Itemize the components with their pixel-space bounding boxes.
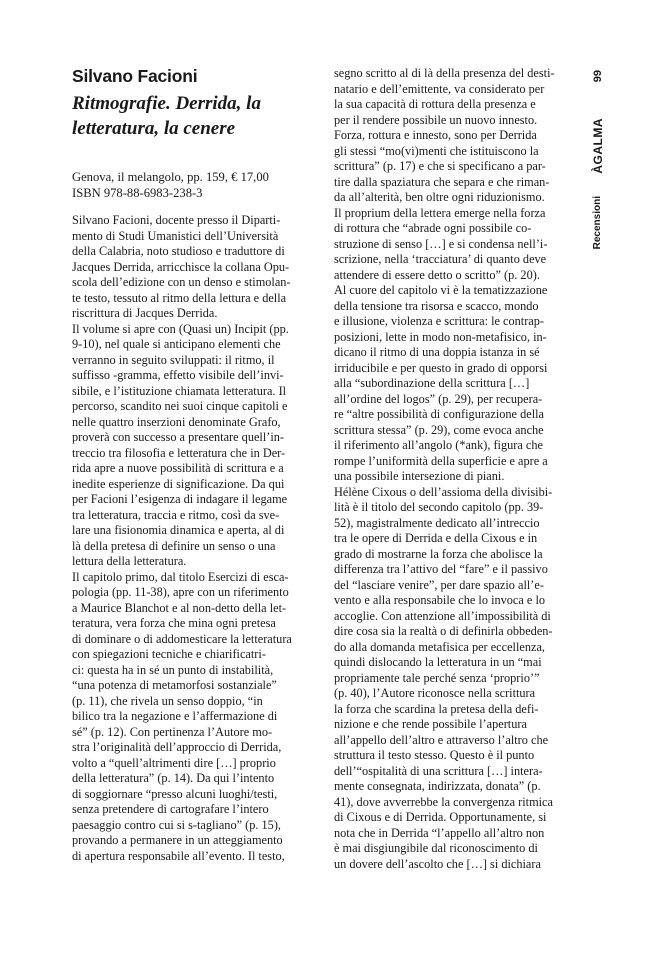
text-line: a Maurice Blanchot e al non-detto della let- (72, 600, 287, 615)
text-line: gli stessi “mo(vi)menti che istituiscono la (334, 143, 539, 158)
text-line: differenza tra l’attivo del “fare” e il passivo (334, 562, 548, 576)
isbn-line: ISBN 978-88-6983-238-3 (72, 186, 203, 200)
text-line: là della pretesa di definire un senso o una (72, 538, 276, 553)
text-line: provando a permanere in un atteggiamento (72, 833, 283, 847)
text-line: tra le opere di Derrida e della Cixous e in (334, 531, 538, 545)
text-line: rompe l’uniformità della superficie e apre a (334, 453, 548, 468)
text-line: lità è il titolo del secondo capitolo (pp. 39- (334, 500, 544, 514)
text-line: pologia (pp. 11-38), apre con un riferimento (72, 585, 289, 599)
text-line: Jacques Derrida, arricchisce la collana Opu- (72, 259, 290, 274)
text-line: do alla domanda metafisica per eccellenza, (334, 639, 545, 654)
running-head-journal: ÀGALMA (591, 118, 605, 174)
text-line: lare una fisionomia dinamica e aperta, al di (72, 523, 285, 537)
text-line: attendere di essere detto o scritto” (p. 20). (334, 267, 540, 282)
publication-info (72, 169, 269, 201)
text-line: nelle quattro inserzioni denominate Grafo, (72, 414, 281, 429)
text-line: di dominare o di addomesticare la letteratura (72, 631, 292, 646)
text-line: Il capitolo primo, dal titolo Esercizi di esca- (72, 569, 289, 584)
review-author: Silvano Facioni (72, 66, 198, 86)
text-line: la sua capacità di rottura della presenza e (334, 97, 536, 111)
text-line: nota che in Derrida “l’appello all’altro non (334, 825, 545, 840)
text-line: lettura della letteratura. (72, 554, 187, 568)
text-line: volto a “quell’altrimenti dire […] proprio (72, 755, 276, 770)
text-line: rida apre a nuove possibilità di scrittura e a (72, 461, 284, 475)
book-title-line: letteratura, la cenere (72, 118, 236, 139)
text-line: la forza che scardina la pretesa della defi- (334, 701, 539, 716)
text-line: “una potenza di metamorfosi sostanziale” (72, 678, 277, 692)
text-line: della letteratura” (p. 14). Da qui l’intento (72, 771, 275, 785)
left-column (72, 213, 320, 864)
text-line: paesaggio contro cui si s-tagliano” (p. 15), (72, 817, 281, 832)
text-line: proverà con successo a presentare quell’in- (72, 430, 285, 444)
text-line: Forza, rottura e innesto, sono per Derrida (334, 128, 537, 142)
text-line: posizioni, lette in modo non-metafisico, in- (334, 329, 547, 344)
text-line: una possibile intersezione di piani. (334, 469, 505, 483)
text-line: tire dalla spaziatura che separa e che riman- (334, 174, 550, 189)
text-line: il riferimento all’angolo (*ank), figura che (334, 438, 543, 452)
text-line: del “lasciare venire”, per dare spazio all’e- (334, 577, 544, 592)
text-line: Al cuore del capitolo vi è la tematizzazione (334, 283, 548, 297)
right-column (334, 66, 582, 872)
publisher-line: Genova, il melangolo, pp. 159, € 17,00 (72, 170, 269, 184)
book-title (72, 91, 322, 141)
text-line: senza pretendere di cartografare l’intero (72, 802, 269, 816)
text-line: suffisso -gramma, effetto visibile dell’invi- (72, 368, 284, 382)
text-line: vento e alla responsabile che lo invoca e lo (334, 593, 546, 607)
text-line: scola dell’edizione con un denso e stimolan- (72, 275, 291, 289)
text-line: mente consegnata, indirizzata, donata” (p. (334, 779, 541, 793)
text-line: mento di Studi Umanistici dell’Università (72, 228, 279, 243)
text-line: di apertura responsabile all’evento. Il testo, (72, 848, 285, 863)
text-line: stra l’originalità dell’approccio di Derrida, (72, 740, 282, 754)
running-head-page-number: 99 (592, 70, 604, 83)
text-line: natario e dell’emittente, va considerato per (334, 81, 545, 96)
text-line: all’ordine del logos” (p. 29), per recupera- (334, 391, 543, 406)
text-line: verranno in seguito sviluppati: il ritmo, il (72, 352, 275, 367)
text-line: Silvano Facioni, docente presso il Diparti- (72, 213, 281, 227)
text-line: nizione e che rende possibile l’apertura (334, 717, 527, 731)
text-line: 9-10), nel quale si anticipano elementi che (72, 337, 281, 351)
text-line: (p. 11), che rivela un senso doppio, “in (72, 693, 263, 708)
text-line: (p. 40), l’Autore riconosce nella scrittura (334, 686, 536, 700)
book-title-line: Ritmografie. Derrida, la (72, 93, 261, 114)
text-line: Il volume si apre con (Quasi un) Incipit (pp. (72, 321, 289, 336)
text-line: scrittura stessa” (p. 29), come evoca anche (334, 422, 544, 437)
text-line: re “altre possibilità di configurazione della (334, 407, 544, 421)
text-line: sibile, e l’istituzione chiamata letteratura. Il (72, 383, 287, 398)
text-line: dire cosa sia la realtà o di definirla obbeden- (334, 624, 553, 638)
text-line: di soggiornare “presso alcuni luoghi/testi, (72, 786, 278, 801)
text-line: alla “subordinazione della scrittura […] (334, 376, 530, 390)
text-line: accoglie. Con attenzione all’impossibilità di (334, 608, 551, 623)
text-line: e illusione, violenza e scrittura: le contrap- (334, 314, 544, 328)
text-line: di Cixous e di Derrida. Opportunamente, si (334, 810, 547, 824)
text-line: tra letteratura, traccia e ritmo, così da sve- (72, 507, 280, 522)
text-line: Hélène Cixous o dell’assioma della divisibi- (334, 484, 553, 499)
text-line: 41), dove avverrebbe la convergenza ritmica (334, 794, 553, 809)
text-line: è mai disgiungibile dal riconoscimento di (334, 841, 538, 855)
text-line: percorso, scandito nei suoi cinque capitoli e (72, 399, 288, 413)
text-line: sé” (p. 12). Con pertinenza l’Autore mo- (72, 724, 273, 739)
text-line: di rottura che “abrade ogni possibile co- (334, 221, 532, 235)
text-line: struzione di senso […] e si condensa nell’i- (334, 236, 548, 251)
text-line: per il rendere possibile un nuovo innesto. (334, 112, 538, 127)
text-line: teratura, vera forza che mina ogni pretesa (72, 616, 276, 630)
text-line: te testo, tessuto al ritmo della lettura e della (72, 290, 287, 305)
text-line: segno scritto al di là della presenza del desti- (334, 66, 555, 80)
text-line: quindi dislocando la letteratura in un “mai (334, 655, 542, 669)
text-line: con spiegazioni tecniche e chiarificatri- (72, 647, 266, 661)
text-line: scrizione, nella ‘tracciatura’ di quanto deve (334, 252, 547, 266)
text-line: dicano il ritmo di una doppia istanza in sé (334, 345, 540, 359)
text-line: dell’“ospitalità di una scrittura […] intera- (334, 763, 543, 778)
text-line: irriducibile e per questo in grado di opporsi (334, 360, 548, 375)
text-line: struttura il testo stesso. Questo è il punto (334, 748, 535, 762)
text-line: treccio tra filosofia e letteratura che in Der- (72, 445, 286, 460)
text-line: della Calabria, noto studioso e traduttore di (72, 244, 285, 258)
text-line: bilico tra la negazione e l’affermazione di (72, 709, 278, 723)
text-line: per Facioni l’esigenza di indagare il legame (72, 492, 288, 506)
text-line: grado di mostrarne la forza che abolisce la (334, 546, 543, 561)
text-line: della tensione tra risorsa e scacco, mondo (334, 298, 539, 313)
text-line: all’appello dell’altro e attraverso l’altro che (334, 732, 549, 747)
text-line: Il proprium della lettera emerge nella forza (334, 205, 546, 220)
text-line: 52), magistralmente dedicato all’intreccio (334, 515, 540, 530)
text-line: propriamente tale perché senza ‘proprio’” (334, 670, 540, 685)
text-line: ci: questa ha in sé un punto di instabilità, (72, 662, 274, 677)
text-line: riscrittura di Jacques Derrida. (72, 306, 218, 320)
text-line: inedite esperienze di significazione. Da qui (72, 476, 285, 491)
text-line: da all’alterità, ben oltre ogni riduzionismo. (334, 190, 545, 204)
text-line: scrittura” (p. 17) e che si specificano a par- (334, 159, 546, 173)
running-head-section: Recensioni (592, 196, 603, 250)
text-line: un dovere dell’ascolto che […] si dichiara (334, 856, 541, 871)
